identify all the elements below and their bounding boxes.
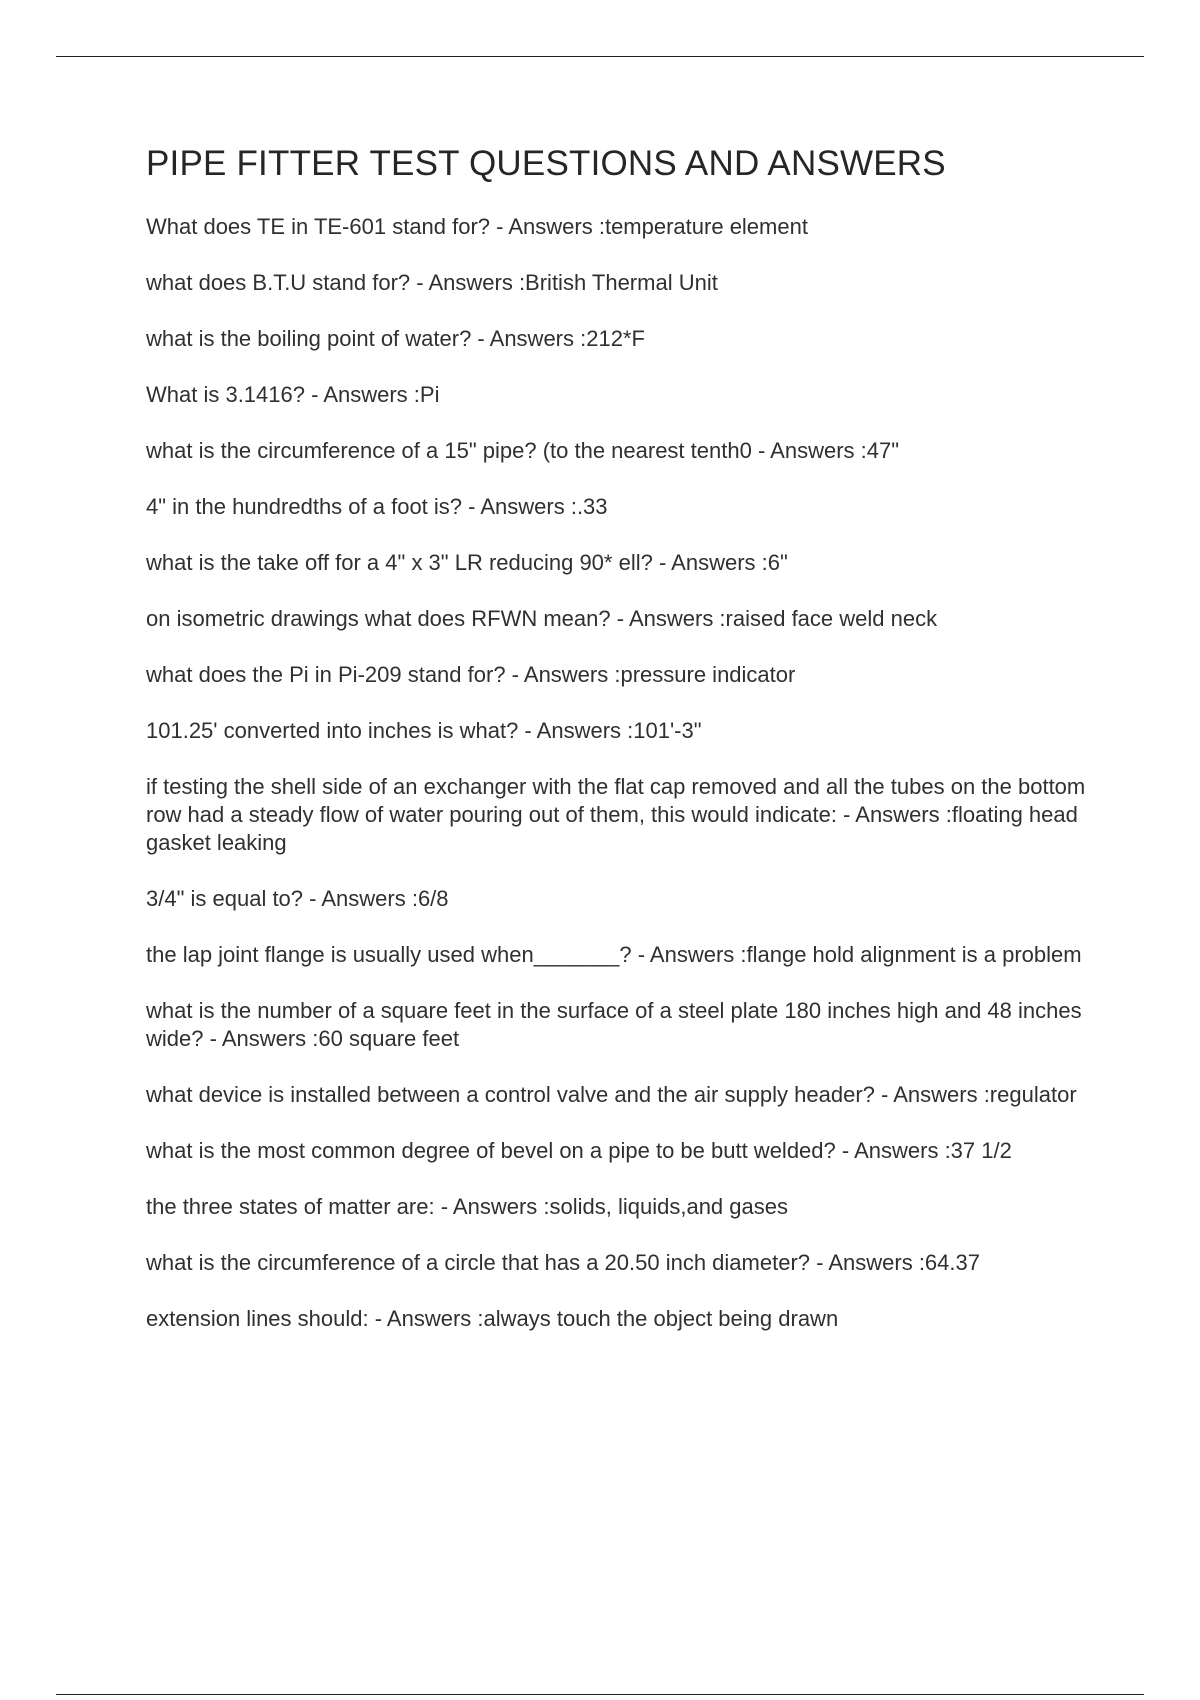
qa-list — [146, 213, 1096, 1333]
qa-item: the lap joint flange is usually used when_______? - Answers :flange hold alignment is a problem — [146, 942, 1082, 967]
qa-item: on isometric drawings what does RFWN mean? - Answers :raised face weld neck — [146, 606, 938, 631]
qa-item: What is 3.1416? - Answers :Pi — [146, 382, 440, 407]
header-rule — [56, 56, 1144, 57]
qa-item: 101.25' converted into inches is what? - Answers :101'-3" — [146, 718, 702, 743]
qa-item: the three states of matter are: - Answers :solids, liquids,and gases — [146, 1194, 788, 1219]
qa-item: extension lines should: - Answers :always touch the object being drawn — [146, 1306, 839, 1331]
qa-item: what is the most common degree of bevel on a pipe to be butt welded? - Answers :37 1/2 — [146, 1138, 1012, 1163]
qa-item: 4" in the hundredths of a foot is? - Answers :.33 — [146, 494, 608, 519]
qa-item: what does the Pi in Pi-209 stand for? - Answers :pressure indicator — [146, 662, 796, 687]
document-title: PIPE FITTER TEST QUESTIONS AND ANSWERS — [146, 144, 946, 183]
qa-item: What does TE in TE-601 stand for? - Answers :temperature element — [146, 214, 808, 239]
qa-item: what is the boiling point of water? - Answers :212*F — [146, 326, 645, 351]
qa-item: if testing the shell side of an exchanger with the flat cap removed and all the tubes on the bottom row had a steady flow of water pouring out of them, this would indicate: - Answers :floating head gasket leaking — [146, 774, 1086, 855]
qa-item: what is the circumference of a 15" pipe? (to the nearest tenth0 - Answers :47" — [146, 438, 900, 463]
qa-item: 3/4" is equal to? - Answers :6/8 — [146, 886, 449, 911]
document-body — [146, 140, 1096, 1361]
footer-rule — [56, 1694, 1144, 1695]
qa-item: what device is installed between a control valve and the air supply header? - Answers :regulator — [146, 1082, 1077, 1107]
qa-item: what is the circumference of a circle that has a 20.50 inch diameter? - Answers :64.37 — [146, 1250, 980, 1275]
qa-item: what is the take off for a 4" x 3" LR reducing 90* ell? - Answers :6" — [146, 550, 788, 575]
qa-item: what is the number of a square feet in the surface of a steel plate 180 inches high and 48 inches wide? - Answers :60 square feet — [146, 998, 1082, 1051]
qa-item: what does B.T.U stand for? - Answers :British Thermal Unit — [146, 270, 718, 295]
